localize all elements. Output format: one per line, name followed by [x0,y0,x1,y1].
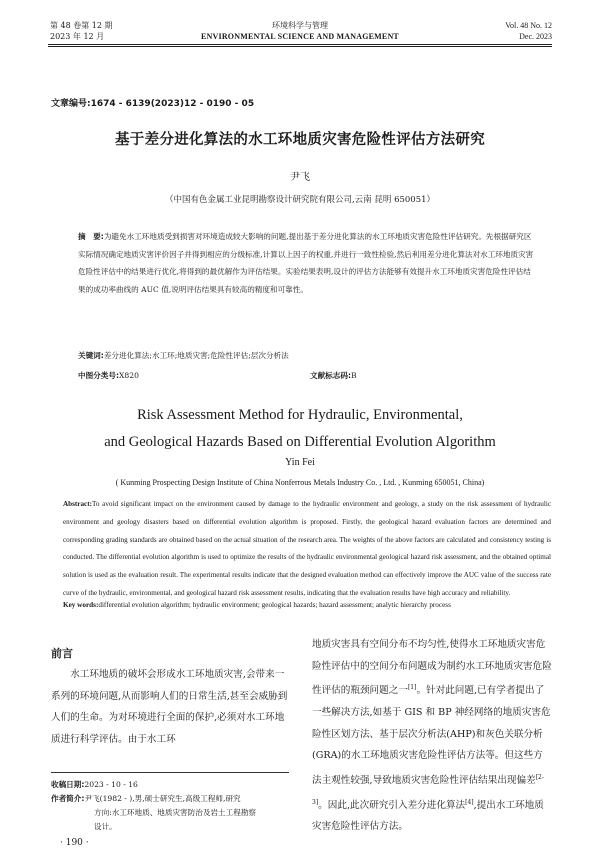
body-right-c: 。因此,此次研究引入差分进化算法 [318,799,466,811]
author-en: Yin Fei [285,457,315,468]
ref-3: [4] [465,798,474,806]
volume-cn: 第 48 卷第 12 期 [50,21,113,30]
author-bio-label: 作者简介: [51,794,85,803]
page-number: · 190 · [60,838,89,848]
clc-number [78,370,139,381]
author-cn: 尹飞 [290,172,310,183]
abstract-en [63,496,551,603]
doc-code-value: B [351,371,357,380]
body-right-b: 。针对此问题,已有学者提出了一些解决方法,如基于 GIS 和 BP 神经网络的地质灾害危险性区划方法、基于层次分析法(AHP)和灰色关联分析(GRA)的水工环地质灾害危险性评估方法等。但这些方法主观性较强,导致地质灾害危险性评估结果出现偏差 [312,685,551,786]
keywords-cn-label: 关键词: [78,351,104,360]
body-right-paragraph [312,634,552,838]
keywords-cn [78,350,548,361]
affiliation-en: ( Kunming Prospecting Design Institute of China Nonferrous Metals Industry Co. , Ltd. , Kunming 650051, China) [115,478,485,487]
author-bio-line [51,792,291,806]
header-rule-top [48,44,552,45]
title-en [60,402,540,456]
title-cn: 基于差分进化算法的水工环地质灾害危险性评估方法研究 [115,132,485,148]
body-right-column [312,634,552,838]
affiliation-cn: （中国有色金属工业昆明勘察设计研究院有限公司,云南 昆明 650051） [164,195,436,205]
title-en-line2: and Geological Hazards Based on Differential Evolution Algorithm [104,434,496,450]
received-line [51,778,291,792]
author-bio-line3: 设计。 [94,822,117,831]
received-date: 2023 - 10 - 16 [84,780,138,789]
ref-2: [2-3] [312,773,544,806]
abstract-cn-text: 为避免水工环地质受到损害对环境造成较大影响的问题,提出基于差分进化算法的水工环地质灾害危险性评估研究。先根据研究区实际情况确定地质灾害评价因子并得到相应的分级标准,计算以上因子的权重,并进行一致性检验,然后利用差分进化算法对水工环地质灾害危险性评估中的结果进行优化,将得到的最优解作为评估结果。实验结果表明,设计的评估方法能够有效提升水工环地质灾害危险性评估结果的成功率曲线的 AUC 值,说明评估结果具有较高的精度和可靠性。 [78,232,534,294]
keywords-en-label: Key words: [63,601,99,609]
header-volume-en [505,20,552,42]
received-label: 收稿日期: [51,780,85,789]
date-cn: 2023 年 12 月 [50,32,105,41]
header-journal [170,20,430,42]
abstract-cn-label: 摘 要: [78,232,104,241]
date-en: Dec. 2023 [519,32,552,41]
body-right-a: 地质灾害具有空间分布不均匀性,使得水工环地质灾害危险性评估中的空间分布问题成为制约水工环地质灾害危险性评估的瓶颈问题之一 [312,639,552,697]
volume-en: Vol. 48 No. 12 [505,21,552,30]
body-right-d: ,提出水工环地质灾害危险性评估方法。 [312,799,544,833]
doc-code [310,370,357,381]
abstract-cn [78,228,538,298]
footnote-rule [51,772,289,773]
article-number: 文章编号:1674 - 6139(2023)12 - 0190 - 05 [51,99,255,109]
clc-label: 中图分类号: [78,371,120,380]
keywords-en [63,601,563,609]
header-rule-bottom [48,46,552,47]
journal-cn: 环境科学与管理 [272,21,328,30]
author-bio-line2: 方向:水工环地质、地质灾害防治及岩土工程勘察 [94,808,257,817]
body-left-paragraph: 水工环地质的破坏会形成水工环地质灾害,会带来一系列的环境问题,从而影响人们的日常生活,甚至会威胁到人们的生命。为对环境进行全面的保护,必须对水工环地质进行科学评估。由于水工环 [51,669,288,745]
ref-1: [1] [407,684,417,692]
header-volume-cn [50,20,113,42]
abstract-en-text: To avoid significant impact on the environment caused by damage to the hydraulic environment and geology, a study on the risk assessment of hydraulic environment and geology disasters based on differential evolution algorithm is proposed. Firstly, the geological hazard evaluation factors are determined and corresponding grading standards are obtained based on the actual situation of the research area. The weights of the above factors are calculated and consistency testing is conducted. The differential evolution algorithm is used to optimize the results of the hydraulic environmental geological hazard risk assessment, and the obtained optimal solution is used as the evaluation result. The experimental results indicate that the designed evaluation method can effectively improve the AUC value of the success rate curve of the hydraulic, environmental, and geological hazard risk assessment results, indicating that the evaluation results have high accuracy and reliability. [63,500,551,597]
keywords-en-text: differential evolution algorithm; hydraulic environment; geological hazards; hazard assessment; analytic hierarchy process [98,601,451,609]
body-left-column [51,664,289,750]
section-title: 前言 [51,647,73,660]
journal-en: ENVIRONMENTAL SCIENCE AND MANAGEMENT [201,32,399,41]
author-bio-text: 尹飞(1982 - ),男,硕士研究生,高级工程师,研究 [84,794,241,803]
clc-value: X820 [119,371,139,380]
abstract-en-label: Abstract: [63,500,92,508]
footnote [51,778,291,834]
keywords-cn-text: 差分进化算法;水工环;地质灾害;危险性评估;层次分析法 [103,351,289,360]
title-en-line1: Risk Assessment Method for Hydraulic, Environmental, [137,407,463,423]
doc-code-label: 文献标志码: [310,371,352,380]
